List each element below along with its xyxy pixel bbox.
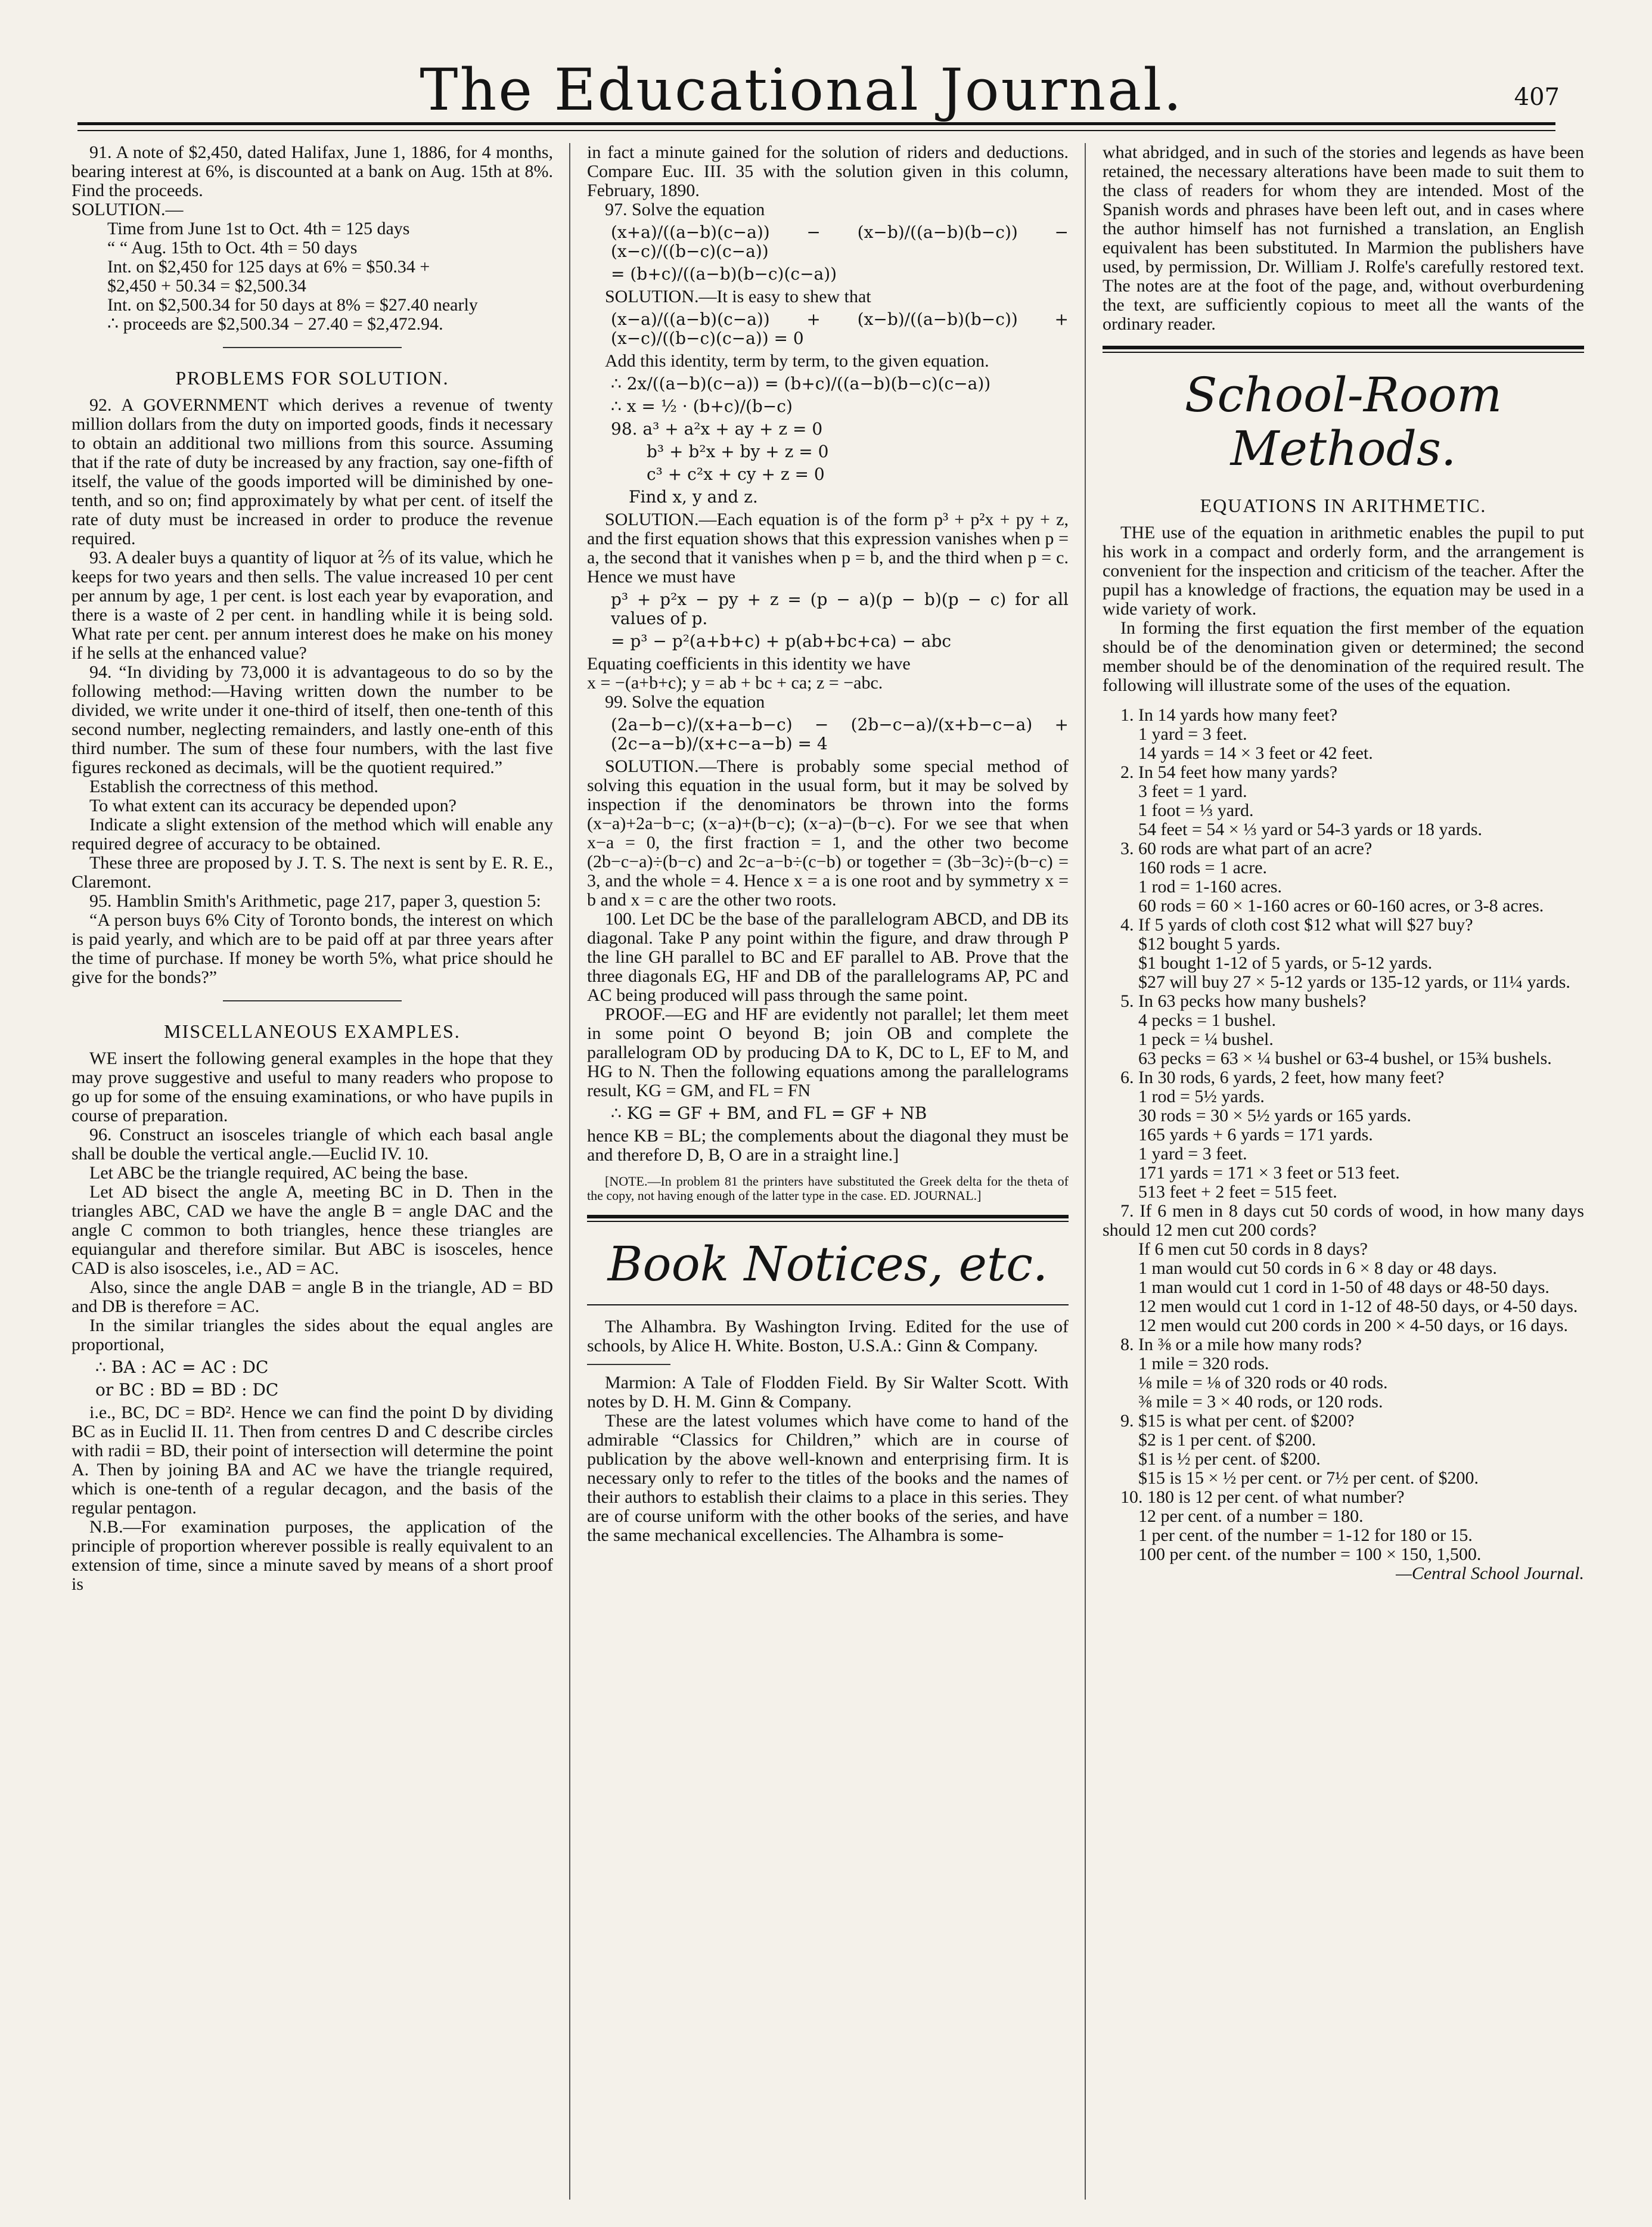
proof-text: hence KB = BL; the complements about the diagonal they must be and therefore D, B, O are in a straight line.] — [587, 1126, 1069, 1165]
school-room-methods-heading: School-Room Methods. — [1184, 367, 1502, 476]
problem-96-text: Also, since the angle DAB = angle B in the triangle, AD = BD and DB is therefore = AC. — [72, 1277, 553, 1316]
column-left — [72, 143, 553, 1594]
equation: b³ + b²x + by + z = 0 — [647, 442, 829, 461]
problem-96-text: Let ABC be the triangle required, AC being the base. — [89, 1163, 468, 1183]
example-step: 1 peck = ¼ bushel. — [1138, 1029, 1274, 1049]
proof-text: PROOF.—EG and HF are evidently not parallel; let them meet in some point O beyond B; join OB and complete the parallelogram OD by producing DA to K, DC to L, EF to M, and HG to N. Then the following equations among the parallelograms result, KG = GM, and FL = FN — [587, 1004, 1069, 1100]
intro-text: THE use of the equation in arithmetic enables the pupil to put his work in a compact and orderly form, and the arrangement is convenient for the inspection and criticism of the teacher. After the pupil has a knowledge of fractions, the equation may be used in a wide variety of work. — [1103, 523, 1584, 619]
example-step: 100 per cent. of the number = 100 × 150, 1,500. — [1138, 1544, 1482, 1564]
example-step: 1 per cent. of the number = 1-12 for 180 or 15. — [1138, 1525, 1473, 1545]
example-step: 30 rods = 30 × 5½ yards or 165 yards. — [1138, 1106, 1411, 1125]
example-step: 3 feet = 1 yard. — [1138, 781, 1247, 801]
section-rule — [587, 1304, 1069, 1305]
notice-separator — [587, 1364, 670, 1365]
book-notice-text: These are the latest volumes which have come to hand of the admirable “Classics for Children,” which are in course of publication by the above well-known and enterprising firm. It is necessary only to refer to the titles of the books and the names of their authors to establish their claims to a place in this series. They are of course uniform with the other books of the series, and have the same mechanical excellencies. The Alhambra is some- — [587, 1411, 1069, 1545]
book-notices-heading: Book Notices, etc. — [607, 1236, 1048, 1292]
problem-96-text: i.e., BC, DC = BD². Hence we can find the point D by dividing BC as in Euclid II. 11. Then from centres D and C describe circles with radii = BD, their point of intersection will determine the point A. Then by joining BA and AC we have the triangle required, which is one-tenth of a regular decagon, and the basis of the regular pentagon. — [72, 1403, 553, 1518]
column-right — [1103, 143, 1584, 1583]
solution-text: Add this identity, term by term, to the given equation. — [605, 351, 989, 371]
example-step: 1 mile = 320 rods. — [1138, 1354, 1269, 1373]
book-notice: Marmion: A Tale of Flodden Field. By Sir Walter Scott. With notes by D. H. M. Ginn & Company. — [587, 1373, 1069, 1412]
example-item: 8. In ⅜ or a mile how many rods? — [1120, 1335, 1362, 1354]
page-number: 407 — [1514, 83, 1560, 111]
source-signature: —Central School Journal. — [1396, 1564, 1584, 1583]
header-rule-top — [77, 122, 1555, 125]
solution-label: SOLUTION.— — [72, 200, 184, 219]
header-rule-bottom — [77, 130, 1555, 131]
example-step: 12 per cent. of a number = 180. — [1138, 1506, 1364, 1526]
example-step: $15 is 15 × ½ per cent. or 7½ per cent. of $200. — [1138, 1468, 1479, 1488]
equation: p³ + p²x − py + z = (p − a)(p − b)(p − c) for all values of p. — [611, 590, 1069, 628]
example-step: $1 bought 1-12 of 5 yards, or 5-12 yards. — [1138, 953, 1433, 973]
equation: = p³ − p²(a+b+c) + p(ab+bc+ca) − abc — [611, 631, 952, 651]
example-step: 63 pecks = 63 × ¼ bushel or 63-4 bushel, or 15¾ bushels. — [1138, 1049, 1552, 1068]
masthead-title: The Educational Journal. — [420, 57, 1184, 123]
problem-92: 92. A GOVERNMENT which derives a revenue of twenty million dollars from the duty on imported goods, finds it necessary to obtain an additional two millions from this source. Assuming that if the rate of duty be increased by any fraction, say one-fifth of itself, the value of the goods imported will be diminished by one-tenth, and so on; find approximately by what per cent. of itself the rate of duty must be increased in order to produce the revenue required. — [72, 395, 553, 548]
problem-95: 95. Hamblin Smith's Arithmetic, page 217, paper 3, question 5: — [89, 891, 541, 911]
section-separator — [223, 1000, 402, 1001]
example-step: 1 yard = 3 feet. — [1138, 724, 1247, 744]
intro-text: In forming the first equation the first member of the equation should be of the denomination given or determined; the second member should be of the denomination of the required result. The following will illustrate some of the uses of the equation. — [1103, 618, 1584, 695]
editor-note: [NOTE.—In problem 81 the printers have substituted the Greek delta for the theta of the copy, not having enough of the latter type in the case. ED. JOURNAL.] — [587, 1174, 1069, 1203]
problem-91: 91. A note of $2,450, dated Halifax, June 1, 1886, for 4 months, bearing interest at 6%, is discounted at a bank on Aug. 15th at 8%. Find the proceeds. — [72, 142, 553, 200]
example-step: If 6 men cut 50 cords in 8 days? — [1138, 1239, 1368, 1259]
equations-heading: EQUATIONS IN ARITHMETIC. — [1200, 495, 1487, 516]
problem-100: 100. Let DC be the base of the parallelogram ABCD, and DB its diagonal. Take P any point within the figure, and draw through P the line GH parallel to BC and EF parallel to AB. Prove that the three diagonals EG, HF and DB of the parallelograms AP, PC and AC being produced will pass through the same point. — [587, 909, 1069, 1005]
problem-94-part: To what extent can its accuracy be depended upon? — [89, 796, 457, 815]
equation: ∴ x = ½ · (b+c)/(b−c) — [611, 396, 793, 416]
solution-line: Int. on $2,450 for 125 days at 6% = $50.34 + — [107, 257, 430, 277]
proportion-line: ∴ BA : AC = AC : DC — [95, 1357, 269, 1377]
equation: (x−a)/((a−b)(c−a)) + (x−b)/((a−b)(b−c)) + (x−c)/((b−c)(c−a)) = 0 — [611, 309, 1069, 348]
example-step: $1 is ½ per cent. of $200. — [1138, 1449, 1321, 1469]
section-rule — [1103, 346, 1584, 349]
equation: ∴ 2x/((a−b)(c−a)) = (b+c)/((a−b)(b−c)(c−a)) — [611, 374, 991, 393]
example-item: 5. In 63 pecks how many bushels? — [1120, 991, 1367, 1011]
example-item: 10. 180 is 12 per cent. of what number? — [1120, 1487, 1405, 1507]
example-step: 12 men would cut 1 cord in 1-12 of 48-50 days, or 4-50 days. — [1138, 1297, 1578, 1316]
continued-text: in fact a minute gained for the solution of riders and deductions. Compare Euc. III. 35 with the solution given in this column, February, 1890. — [587, 142, 1069, 200]
example-step: 1 foot = ⅓ yard. — [1138, 801, 1254, 820]
column-divider-1 — [569, 143, 570, 2200]
equation: = (b+c)/((a−b)(b−c)(c−a)) — [611, 264, 837, 284]
problem-94-part: Indicate a slight extension of the method which will enable any required degree of accuracy to be obtained. — [72, 815, 553, 854]
example-item: 3. 60 rods are what part of an acre? — [1120, 839, 1372, 858]
problems-heading: PROBLEMS FOR SOLUTION. — [175, 367, 449, 389]
equation: ∴ KG = GF + BM, and FL = GF + NB — [611, 1103, 927, 1123]
example-item: 7. If 6 men in 8 days cut 50 cords of wood, in how many days should 12 men cut 200 cords? — [1103, 1201, 1584, 1240]
example-step: $2 is 1 per cent. of $200. — [1138, 1430, 1316, 1450]
solution-text: SOLUTION.—It is easy to shew that — [605, 287, 871, 306]
example-step: 60 rods = 60 × 1-160 acres or 60-160 acres, or 3-8 acres. — [1138, 896, 1544, 916]
solution-text: SOLUTION.—There is probably some special method of solving this equation in the usual form, but it may be solved by inspection if the denominators be thrown into the forms (x−a)+2a−b−c; (x−a)+(b−c); (x−a)−(b−c). For we see that when x−a = 0, the first fraction = 1, and the other two become (2b−c−a)÷(b−c) and 2c−a−b÷(c−b) or together = (3b−3c)÷(b−c) = 3, and the whole = 4. Hence x = a is one root and by symmetry x = b and x = c are the other two roots. — [587, 756, 1069, 910]
example-step: ⅛ mile = ⅛ of 320 rods or 40 rods. — [1138, 1373, 1388, 1392]
problem-96: 96. Construct an isosceles triangle of which each basal angle shall be double the vertical angle.—Euclid IV. 10. — [72, 1125, 553, 1164]
example-item: 2. In 54 feet how many yards? — [1120, 762, 1338, 782]
example-step: 12 men would cut 200 cords in 200 × 4-50 days, or 16 days. — [1138, 1316, 1568, 1335]
continued-text: what abridged, and in such of the stories and legends as have been retained, the necessary alterations have been made to suit them to the class of readers for whom they are intended. Most of the Spanish words and phrases have been left out, and in cases where the author himself has not furnished a translation, an English equivalent has been substituted. In Marmion the publishers have used, by permission, Dr. William J. Rolfe's carefully restored text. The notes are at the foot of the page, and, without overburdening the text, are sufficiently copious to meet all the wants of the ordinary reader. — [1103, 142, 1584, 334]
proposer-note: These three are proposed by J. T. S. The next is sent by E. R. E., Claremont. — [72, 853, 553, 892]
column-divider-2 — [1085, 143, 1086, 2200]
example-step: 160 rods = 1 acre. — [1138, 858, 1268, 877]
example-step: 171 yards = 171 × 3 feet or 513 feet. — [1138, 1163, 1400, 1183]
problem-96-text: In the similar triangles the sides about the equal angles are proportional, — [72, 1316, 553, 1354]
book-notice: The Alhambra. By Washington Irving. Edited for the use of schools, by Alice H. White. Boston, U.S.A.: Ginn & Company. — [587, 1317, 1069, 1356]
example-step: 1 yard = 3 feet. — [1138, 1144, 1247, 1164]
problem-94-part: Establish the correctness of this method. — [89, 777, 378, 796]
misc-intro: WE insert the following general examples in the hope that they may prove suggestive and useful to many readers who propose to go up for some of the ensuing examinations, or who have pupils in course of preparation. — [72, 1049, 553, 1125]
example-step: 165 yards + 6 yards = 171 yards. — [1138, 1125, 1373, 1144]
equation: x = −(a+b+c); y = ab + bc + ca; z = −abc. — [587, 673, 883, 693]
example-step: 1 rod = 1-160 acres. — [1138, 877, 1283, 897]
equation: Find x, y and z. — [629, 487, 758, 507]
example-step: ⅜ mile = 3 × 40 rods, or 120 rods. — [1138, 1392, 1383, 1412]
example-step: 4 pecks = 1 bushel. — [1138, 1010, 1277, 1030]
proportion-line: or BC : BD = BD : DC — [95, 1380, 279, 1400]
equation: (x+a)/((a−b)(c−a)) − (x−b)/((a−b)(b−c)) − (x−c)/((b−c)(c−a)) — [611, 222, 1069, 261]
column-middle — [587, 143, 1069, 1545]
example-item: 4. If 5 yards of cloth cost $12 what will $27 buy? — [1120, 915, 1473, 935]
problem-95-quote: “A person buys 6% City of Toronto bonds, the interest on which is paid yearly, and which are to be paid off at par three years after the time of purchase. If money be worth 5%, what price should he give for the bonds?” — [72, 910, 553, 987]
misc-heading: MISCELLANEOUS EXAMPLES. — [164, 1021, 461, 1042]
section-separator — [223, 347, 402, 348]
problem-98: 98. a³ + a²x + ay + z = 0 — [611, 419, 823, 439]
example-step: 14 yards = 14 × 3 feet or 42 feet. — [1138, 743, 1373, 763]
problem-94: 94. “In dividing by 73,000 it is advantageous to do so by the following method:—Having written down the number to be divided, we write under it one-third of itself, then one-tenth of this second number, neglecting remainders, and lastly one-enth of this third number. The sum of these four numbers, with the last five figures reckoned as decimals, will be the quotient required.” — [72, 662, 553, 777]
example-step: 54 feet = 54 × ⅓ yard or 54-3 yards or 18 yards. — [1138, 820, 1483, 839]
example-item: 1. In 14 yards how many feet? — [1120, 705, 1338, 725]
example-item: 6. In 30 rods, 6 yards, 2 feet, how many feet? — [1120, 1068, 1445, 1087]
solution-line: ∴ proceeds are $2,500.34 − 27.40 = $2,472.94. — [107, 314, 443, 334]
section-rule — [587, 1215, 1069, 1218]
solution-line: Time from June 1st to Oct. 4th = 125 days — [107, 219, 410, 238]
problem-93: 93. A dealer buys a quantity of liquor at ⅖ of its value, which he keeps for two years and then sells. The value increased 10 per cent per annum by age, 1 per cent. is lost each year by evaporation, and there is a waste of 2 per cent. in handling while it is being sold. What rate per cent. per annum interest does he make on his money if he sells at the enhanced value? — [72, 548, 553, 663]
solution-line: $2,450 + 50.34 = $2,500.34 — [107, 276, 306, 296]
nb-note: N.B.—For examination purposes, the application of the principle of proportion wherever possible is really equivalent to an extension of time, since a minute saved by means of a short proof is — [72, 1517, 553, 1594]
problem-96-text: Let AD bisect the angle A, meeting BC in D. Then in the triangles ABC, CAD we have the angle B = angle DAC and the angle C common to both triangles, hence these triangles are equiangular and therefore similar. But ABC is isosceles, hence CAD is also isosceles, i.e., AD = AC. — [72, 1182, 553, 1278]
example-step: 1 man would cut 1 cord in 1-50 of 48 days or 48-50 days. — [1138, 1277, 1549, 1297]
section-rule — [1103, 352, 1584, 353]
example-step: 1 man would cut 50 cords in 6 × 8 day or 48 days. — [1138, 1258, 1497, 1278]
solution-text: Equating coefficients in this identity we have — [587, 654, 911, 674]
section-rule — [587, 1221, 1069, 1222]
solution-text: SOLUTION.—Each equation is of the form p³ + p²x + py + z, and the first equation shows that this expression vanishes when p = a, the second that it vanishes when p = b, and the third when p = c. Hence we must have — [587, 510, 1069, 587]
example-step: 1 rod = 5½ yards. — [1138, 1087, 1265, 1106]
example-item: 9. $15 is what per cent. of $200? — [1120, 1411, 1355, 1431]
equation: (2a−b−c)/(x+a−b−c) − (2b−c−a)/(x+b−c−a) + (2c−a−b)/(x+c−a−b) = 4 — [611, 715, 1069, 753]
equation: c³ + c²x + cy + z = 0 — [647, 464, 825, 484]
example-step: 513 feet + 2 feet = 515 feet. — [1138, 1182, 1337, 1202]
solution-line: “ “ Aug. 15th to Oct. 4th = 50 days — [107, 238, 358, 258]
example-step: $12 bought 5 yards. — [1138, 934, 1281, 954]
solution-line: Int. on $2,500.34 for 50 days at 8% = $27.40 nearly — [107, 295, 478, 315]
problem-99: 99. Solve the equation — [605, 692, 765, 712]
example-step: $27 will buy 27 × 5-12 yards or 135-12 yards, or 11¼ yards. — [1138, 972, 1570, 992]
problem-97: 97. Solve the equation — [605, 200, 765, 219]
